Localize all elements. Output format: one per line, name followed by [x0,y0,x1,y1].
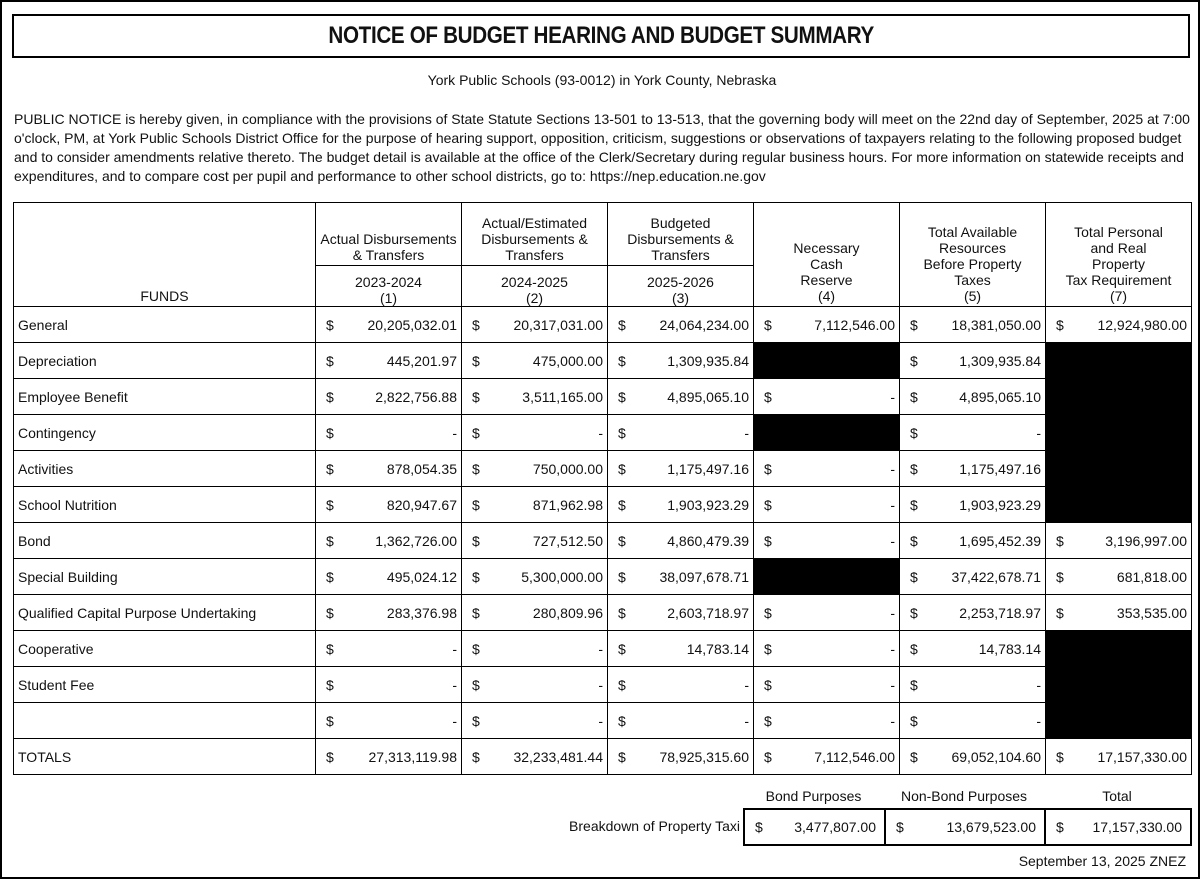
column-header-line: Before Property [923,256,1022,272]
table-row [14,451,1192,487]
currency-symbol: $ [472,388,480,405]
column-header-line: (4) [817,288,836,304]
amount-cell [316,631,462,667]
amount-cell [608,595,754,631]
breakdown-total-cell [1045,809,1191,845]
amount-value: 445,201.97 [386,352,457,369]
amount-value: 1,309,935.84 [667,352,749,369]
blacked-out-cell [754,559,900,595]
column-header-line: Total Personal [1074,224,1163,240]
amount-value: 17,157,330.00 [1097,748,1187,765]
amount-value: - [1036,712,1041,729]
amount-cell [316,307,462,343]
column-header-line: Disbursements & [627,231,734,247]
currency-symbol: $ [326,604,334,621]
currency-symbol: $ [618,532,626,549]
column-header-line: Actual/Estimated [481,215,588,231]
currency-symbol: $ [910,676,918,693]
currency-symbol: $ [472,316,480,333]
currency-symbol: $ [910,568,918,585]
column-header-1 [316,203,462,266]
column-header-line: Taxes [954,272,991,288]
amount-value: 475,000.00 [532,352,603,369]
amount-cell [316,667,462,703]
amount-value: 37,422,678.71 [951,568,1041,585]
currency-symbol: $ [764,460,772,477]
column-header-2 [462,203,608,266]
amount-cell [608,559,754,595]
currency-symbol: $ [618,676,626,693]
amount-cell [608,343,754,379]
column-year-header-3 [608,266,754,307]
fund-name: Special Building [14,559,316,595]
breakdown-header-bond: Bond Purposes [765,788,862,804]
fund-name: Qualified Capital Purpose Undertaking [14,595,316,631]
currency-symbol: $ [472,748,480,765]
currency-symbol: $ [764,748,772,765]
amount-value: - [890,460,895,477]
currency-symbol: $ [764,712,772,729]
currency-symbol: $ [764,604,772,621]
blacked-out-cell [1046,343,1192,379]
amount-cell [754,307,900,343]
currency-symbol: $ [618,352,626,369]
currency-symbol: $ [764,676,772,693]
column-header-6 [1046,203,1192,307]
breakdown-total-value: 17,157,330.00 [1092,819,1182,835]
fund-name: TOTALS [14,739,316,775]
blacked-out-cell [1046,451,1192,487]
amount-value: 20,205,032.01 [367,316,457,333]
column-header-line: Total Available [927,224,1018,240]
blacked-out-cell [1046,415,1192,451]
currency-symbol: $ [910,388,918,405]
amount-value: 2,253,718.97 [959,604,1041,621]
currency-symbol: $ [910,352,918,369]
column-header-4 [754,203,900,307]
amount-value: - [744,676,749,693]
amount-value: - [890,532,895,549]
column-header-line: Actual Disbursements [320,231,457,247]
currency-symbol: $ [910,424,918,441]
amount-value: 4,895,065.10 [959,388,1041,405]
amount-value: 3,196,997.00 [1105,532,1187,549]
amount-cell [754,595,900,631]
amount-cell [900,631,1046,667]
amount-value: 495,024.12 [386,568,457,585]
amount-cell [608,523,754,559]
currency-symbol: $ [1056,604,1064,621]
currency-symbol: $ [910,640,918,657]
currency-symbol: $ [764,496,772,513]
currency-symbol: $ [326,460,334,477]
table-row [14,343,1192,379]
currency-symbol: $ [326,712,334,729]
publication-dateline: September 13, 2025 ZNEZ [1018,853,1186,869]
currency-symbol: $ [472,676,480,693]
budget-summary-table [13,202,1192,775]
breakdown-header-nonbond: Non-Bond Purposes [900,788,1028,804]
column-header-line: Disbursements & [481,231,588,247]
amount-cell [316,595,462,631]
amount-cell [608,379,754,415]
amount-value: 3,511,165.00 [522,388,603,405]
currency-symbol: $ [764,388,772,405]
table-row [14,595,1192,631]
table-row [14,703,1192,739]
column-header-line: Cash [810,256,843,272]
amount-cell [316,559,462,595]
amount-cell [462,631,608,667]
totals-row [14,739,1192,775]
blacked-out-cell [1046,379,1192,415]
amount-value: 2,822,756.88 [375,388,457,405]
amount-value: 4,860,479.39 [667,532,749,549]
table-row [14,307,1192,343]
breakdown-nonbond-value: 13,679,523.00 [946,819,1036,835]
amount-value: 20,317,031.00 [513,316,603,333]
table-row [14,487,1192,523]
amount-cell [900,451,1046,487]
amount-cell [462,523,608,559]
amount-cell [462,739,608,775]
column-year-header-1 [316,266,462,307]
currency-symbol: $ [618,424,626,441]
amount-value: - [890,676,895,693]
currency-symbol: $ [910,496,918,513]
amount-cell [900,307,1046,343]
amount-cell [900,343,1046,379]
currency-symbol: $ [896,819,904,835]
amount-value: 27,313,119.98 [368,748,457,765]
currency-symbol: $ [326,388,334,405]
breakdown-nonbond-cell [885,809,1045,845]
column-header-line: Transfers [651,247,710,263]
currency-symbol: $ [755,819,763,835]
amount-cell [316,487,462,523]
column-year: 2024-2025 [501,274,568,290]
title-box [12,14,1190,58]
currency-symbol: $ [326,640,334,657]
blacked-out-cell [754,343,900,379]
currency-symbol: $ [618,748,626,765]
currency-symbol: $ [618,640,626,657]
amount-value: 878,054.35 [386,460,457,477]
blacked-out-cell [1046,487,1192,523]
column-year: 2023-2024 [355,274,422,290]
amount-value: - [598,712,603,729]
amount-value: 1,175,497.16 [667,460,749,477]
currency-symbol: $ [472,460,480,477]
amount-value: 38,097,678.71 [659,568,749,585]
amount-value: - [890,388,895,405]
column-header-5 [900,203,1046,307]
currency-symbol: $ [472,532,480,549]
currency-symbol: $ [472,424,480,441]
currency-symbol: $ [618,568,626,585]
column-header-3 [608,203,754,266]
currency-symbol: $ [472,640,480,657]
amount-cell [462,307,608,343]
amount-cell [316,739,462,775]
amount-cell [900,379,1046,415]
currency-symbol: $ [764,640,772,657]
amount-value: 1,695,452.39 [959,532,1041,549]
currency-symbol: $ [472,604,480,621]
amount-value: 78,925,315.60 [659,748,749,765]
column-header-line: Property [1092,256,1145,272]
amount-value: - [598,640,603,657]
amount-value: - [1036,424,1041,441]
amount-cell [462,559,608,595]
amount-value: 14,783.14 [686,640,749,657]
amount-value: - [1036,676,1041,693]
amount-value: 5,300,000.00 [521,568,603,585]
amount-cell [754,703,900,739]
amount-cell [316,523,462,559]
amount-cell [462,487,608,523]
amount-cell [900,523,1046,559]
page-title: NOTICE OF BUDGET HEARING AND BUDGET SUMMARY [328,22,874,49]
currency-symbol: $ [910,712,918,729]
breakdown-header-total: Total [1102,788,1132,804]
currency-symbol: $ [910,532,918,549]
amount-value: 1,175,497.16 [959,460,1041,477]
amount-cell [462,415,608,451]
amount-cell [1046,739,1192,775]
amount-value: - [744,712,749,729]
amount-cell [462,451,608,487]
currency-symbol: $ [1056,532,1064,549]
fund-name: Contingency [14,415,316,451]
public-notice-text: PUBLIC NOTICE is hereby given, in compliance with the provisions of State Statute Sections 13-501 to 13-513, that the governing body will meet on the 22nd day of September, 2025 at 7:00 o'clock, PM, at York Public Schools District Office for the purpose of hearing support, opposition, criticism, suggestions or observations of taxpayers relating to the following proposed budget and to consider amendments relative thereto. The budget detail is available at the office of the Clerk/Secretary during regular business hours. For more information on statewide receipts and expenditures, and to compare cost per pupil and performance to other school districts, go to: https://nep.education.ne.gov [14,111,1190,184]
amount-cell [900,595,1046,631]
amount-cell [462,667,608,703]
column-header-line: Resources [939,240,1006,256]
amount-cell [316,343,462,379]
currency-symbol: $ [910,460,918,477]
amount-cell [462,379,608,415]
currency-symbol: $ [1056,819,1064,835]
currency-symbol: $ [326,748,334,765]
amount-cell [900,703,1046,739]
amount-cell [900,667,1046,703]
amount-cell [462,595,608,631]
amount-cell [1046,595,1192,631]
currency-symbol: $ [1056,568,1064,585]
amount-value: 18,381,050.00 [951,316,1041,333]
currency-symbol: $ [1056,316,1064,333]
amount-value: 4,895,065.10 [667,388,749,405]
amount-value: 1,362,726.00 [375,532,457,549]
fund-name: Cooperative [14,631,316,667]
fund-name: School Nutrition [14,487,316,523]
currency-symbol: $ [326,496,334,513]
amount-cell [608,451,754,487]
column-header-line: Transfers [505,247,564,263]
currency-symbol: $ [618,388,626,405]
fund-name: Activities [14,451,316,487]
fund-name: Depreciation [14,343,316,379]
amount-value: 24,064,234.00 [659,316,749,333]
amount-cell [1046,559,1192,595]
amount-cell [900,559,1046,595]
currency-symbol: $ [326,532,334,549]
amount-cell [754,523,900,559]
breakdown-bond-value: 3,477,807.00 [794,819,876,835]
table-row [14,379,1192,415]
fund-name [14,703,316,739]
table-row [14,523,1192,559]
amount-value: 12,924,980.00 [1097,316,1187,333]
amount-cell [462,703,608,739]
amount-cell [316,703,462,739]
amount-value: 871,962.98 [532,496,603,513]
district-subtitle: York Public Schools (93-0012) in York County, Nebraska [427,72,777,88]
amount-cell [608,739,754,775]
column-number: (2) [525,290,544,306]
amount-value: - [598,676,603,693]
column-number: (1) [379,290,398,306]
table-row [14,415,1192,451]
amount-value: 14,783.14 [978,640,1041,657]
amount-value: 1,903,923.29 [959,496,1041,513]
column-header-line: Tax Requirement [1065,272,1172,288]
blacked-out-cell [1046,667,1192,703]
amount-cell [608,667,754,703]
currency-symbol: $ [618,460,626,477]
currency-symbol: $ [618,316,626,333]
currency-symbol: $ [618,604,626,621]
fund-name: Bond [14,523,316,559]
currency-symbol: $ [618,496,626,513]
amount-value: - [452,424,457,441]
currency-symbol: $ [326,352,334,369]
amount-cell [754,379,900,415]
amount-cell [900,415,1046,451]
amount-value: - [744,424,749,441]
breakdown-bond-cell [744,809,885,845]
currency-symbol: $ [910,604,918,621]
currency-symbol: $ [472,496,480,513]
breakdown-table [743,808,1192,846]
column-header-line: Necessary [793,240,860,256]
amount-value: 1,309,935.84 [959,352,1041,369]
amount-cell [1046,307,1192,343]
fund-name: General [14,307,316,343]
amount-cell [608,631,754,667]
currency-symbol: $ [1056,748,1064,765]
table-row [14,631,1192,667]
amount-value: 283,376.98 [386,604,457,621]
breakdown-label: Breakdown of Property Taxi [569,818,740,834]
blacked-out-cell [1046,631,1192,667]
table-row [14,667,1192,703]
amount-cell [754,667,900,703]
amount-value: 2,603,718.97 [667,604,749,621]
amount-cell [316,379,462,415]
table-row [14,559,1192,595]
amount-value: - [452,640,457,657]
amount-value: 32,233,481.44 [513,748,603,765]
column-number: (3) [671,290,690,306]
currency-symbol: $ [472,712,480,729]
currency-symbol: $ [472,352,480,369]
amount-value: 1,903,923.29 [667,496,749,513]
column-year-header-2 [462,266,608,307]
amount-value: 353,535.00 [1116,604,1187,621]
amount-value: - [890,712,895,729]
amount-cell [1046,523,1192,559]
amount-cell [754,487,900,523]
amount-value: 820,947.67 [386,496,457,513]
currency-symbol: $ [472,568,480,585]
amount-value: - [890,640,895,657]
currency-symbol: $ [618,712,626,729]
amount-value: 7,112,546.00 [814,748,895,765]
amount-value: 727,512.50 [532,532,603,549]
amount-cell [754,451,900,487]
blacked-out-cell [754,415,900,451]
amount-value: 69,052,104.60 [951,748,1041,765]
currency-symbol: $ [764,316,772,333]
amount-value: - [598,424,603,441]
amount-cell [462,343,608,379]
currency-symbol: $ [326,424,334,441]
amount-cell [608,307,754,343]
blacked-out-cell [1046,703,1192,739]
currency-symbol: $ [910,748,918,765]
amount-value: 750,000.00 [532,460,603,477]
amount-value: - [890,604,895,621]
column-header-line: Budgeted [650,215,711,231]
amount-cell [754,739,900,775]
amount-value: 280,809.96 [532,604,603,621]
amount-cell [900,487,1046,523]
amount-cell [316,415,462,451]
amount-value: - [890,496,895,513]
fund-name: Student Fee [14,667,316,703]
amount-cell [900,739,1046,775]
column-year: 2025-2026 [647,274,714,290]
amount-cell [608,415,754,451]
fund-name: Employee Benefit [14,379,316,415]
amount-cell [316,451,462,487]
column-header-line: and Real [1090,240,1147,256]
amount-value: 681,818.00 [1116,568,1187,585]
currency-symbol: $ [326,568,334,585]
column-header-line: (7) [1109,288,1128,304]
funds-column-header: FUNDS [14,203,316,307]
currency-symbol: $ [326,316,334,333]
column-header-line: & Transfers [352,247,425,263]
amount-value: - [452,712,457,729]
amount-cell [608,703,754,739]
currency-symbol: $ [326,676,334,693]
currency-symbol: $ [764,532,772,549]
amount-cell [754,631,900,667]
column-header-line: (5) [963,288,982,304]
currency-symbol: $ [910,316,918,333]
amount-value: - [452,676,457,693]
amount-cell [608,487,754,523]
amount-value: 7,112,546.00 [814,316,895,333]
column-header-line: Reserve [800,272,853,288]
